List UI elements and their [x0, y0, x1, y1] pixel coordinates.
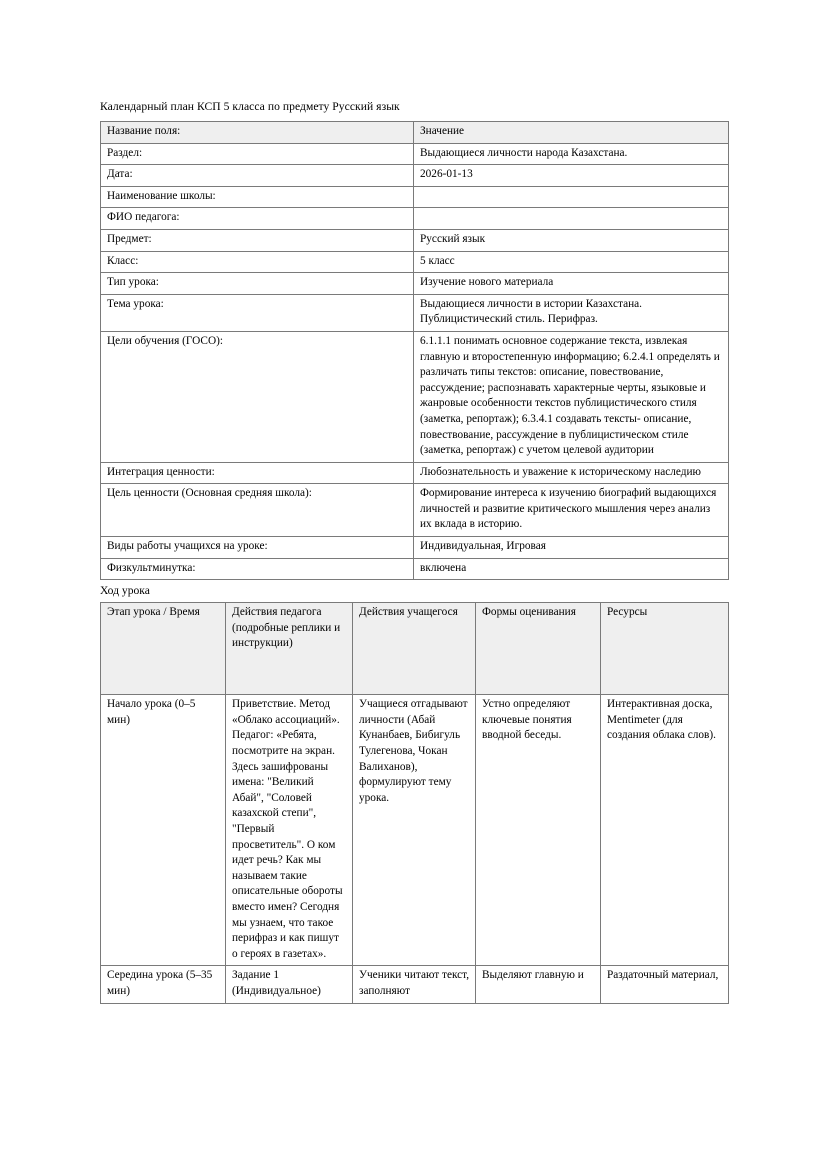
field-value-cell: Изучение нового материала: [414, 273, 729, 295]
field-label-cell: Раздел:: [101, 143, 414, 165]
table-row: [101, 186, 729, 208]
column-header-student-actions: Действия учащегося: [353, 603, 476, 695]
field-value-cell: включена: [414, 558, 729, 580]
column-header-field: Название поля:: [101, 122, 414, 144]
field-label-cell: Виды работы учащихся на уроке:: [101, 537, 414, 559]
table-row: [101, 251, 729, 273]
student-actions-cell: Ученики читают текст, заполняют: [353, 966, 476, 1003]
column-header-assessment: Формы оценивания: [476, 603, 601, 695]
field-value-cell: Формирование интереса к изучению биографий выдающихся личностей и развитие критического мышления через анализ их вклада в историю.: [414, 484, 729, 537]
teacher-actions-cell: Задание 1 (Индивидуальное): [226, 966, 353, 1003]
table-row: [101, 143, 729, 165]
teacher-actions-cell: Приветствие. Метод «Облако ассоциаций». Педагог: «Ребята, посмотрите на экран. Здесь зашифрованы имена: "Великий Абай", "Соловей казахской степи", "Первый просветитель". О ком идет речь? Как мы называем такие описательные обороты вместо имен? Сегодня мы узнаем, что такое перифраз и как пишут о героях в газетах».: [226, 695, 353, 966]
document-content: [100, 99, 728, 1004]
table-row: [101, 331, 729, 462]
lesson-info-table: [100, 121, 729, 580]
field-value-cell: Выдающиеся личности в истории Казахстана. Публицистический стиль. Перифраз.: [414, 294, 729, 331]
column-header-value: Значение: [414, 122, 729, 144]
field-label-cell: Тема урока:: [101, 294, 414, 331]
table-row: [101, 294, 729, 331]
stage-cell: Середина урока (5–35 мин): [101, 966, 226, 1003]
table-row: [101, 484, 729, 537]
field-label-cell: Наименование школы:: [101, 186, 414, 208]
table-row: [101, 165, 729, 187]
field-label-cell: Цель ценности (Основная средняя школа):: [101, 484, 414, 537]
resources-cell: Раздаточный материал,: [601, 966, 729, 1003]
table-row: [101, 229, 729, 251]
field-label-cell: Предмет:: [101, 229, 414, 251]
field-label-cell: Физкультминутка:: [101, 558, 414, 580]
field-value-cell: Выдающиеся личности народа Казахстана.: [414, 143, 729, 165]
lesson-flow-heading: Ход урока: [100, 584, 150, 598]
table-header-row: [101, 122, 729, 144]
table-row: [101, 966, 729, 1003]
field-label-cell: ФИО педагога:: [101, 208, 414, 230]
resources-cell: Интерактивная доска, Mentimeter (для создания облака слов).: [601, 695, 729, 966]
field-value-cell: 2026-01-13: [414, 165, 729, 187]
student-actions-cell: Учащиеся отгадывают личности (Абай Кунанбаев, Бибигуль Тулегенова, Чокан Валиханов), формулируют тему урока.: [353, 695, 476, 966]
field-value-cell: 5 класс: [414, 251, 729, 273]
table-row: [101, 273, 729, 295]
field-label-cell: Класс:: [101, 251, 414, 273]
field-label-cell: Тип урока:: [101, 273, 414, 295]
table-row: [101, 558, 729, 580]
table-row: [101, 695, 729, 966]
assessment-cell: Устно определяют ключевые понятия вводной беседы.: [476, 695, 601, 966]
page-title: Календарный план КСП 5 класса по предмету Русский язык: [100, 100, 400, 113]
column-header-resources: Ресурсы: [601, 603, 729, 695]
field-value-cell: Русский язык: [414, 229, 729, 251]
field-value-cell: Индивидуальная, Игровая: [414, 537, 729, 559]
field-label-cell: Дата:: [101, 165, 414, 187]
stage-cell: Начало урока (0–5 мин): [101, 695, 226, 966]
column-header-stage: Этап урока / Время: [101, 603, 226, 695]
table-row: [101, 537, 729, 559]
assessment-cell: Выделяют главную и: [476, 966, 601, 1003]
table-row: [101, 462, 729, 484]
table-row: [101, 208, 729, 230]
lesson-flow-table: [100, 602, 729, 1003]
field-value-cell: [414, 186, 729, 208]
column-header-teacher-actions: Действия педагога (подробные реплики и инструкции): [226, 603, 353, 695]
table-header-row: [101, 603, 729, 695]
field-value-cell: [414, 208, 729, 230]
field-value-cell: 6.1.1.1 понимать основное содержание текста, извлекая главную и второстепенную информацию; 6.2.4.1 определять и различать типы текстов: описание, повествование, рассуждение; распознавать характерные черты, языковые и жанровые особенности текстов публицистического стиля (заметка, репортаж); 6.3.4.1 создавать тексты- описание, повествование, рассуждение в публицистическом стиле (заметка, репортаж) с учетом целевой аудитории: [414, 331, 729, 462]
field-label-cell: Интеграция ценности:: [101, 462, 414, 484]
field-label-cell: Цели обучения (ГОСО):: [101, 331, 414, 462]
field-value-cell: Любознательность и уважение к историческому наследию: [414, 462, 729, 484]
